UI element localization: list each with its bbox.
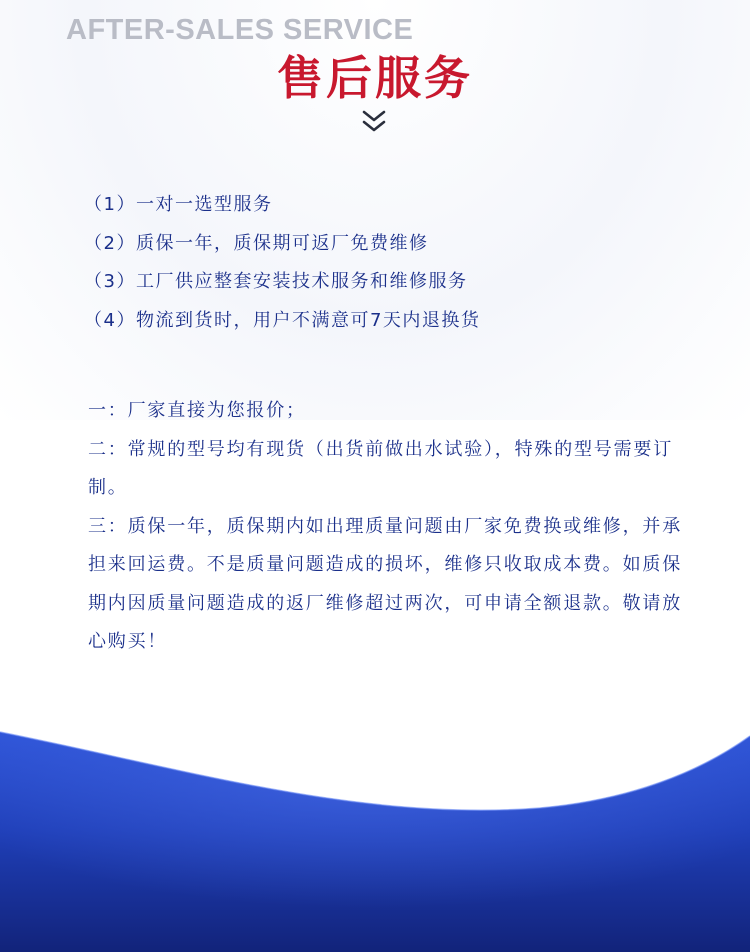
english-title: AFTER-SALES SERVICE [66, 14, 414, 46]
service-notes [88, 392, 688, 662]
service-item: （4）物流到货时，用户不满意可7天内退换货 [84, 309, 481, 331]
service-item: （2）质保一年，质保期可返厂免费维修 [84, 232, 429, 254]
note-paragraph: 一：厂家直接为您报价； [88, 400, 306, 421]
page-title: 售后服务 [277, 51, 473, 105]
double-chevron-down-icon [360, 108, 388, 136]
note-paragraph: 二：常规的型号均有现货（出货前做出水试验），特殊的型号需要订制。 [88, 438, 673, 498]
service-list [84, 190, 480, 344]
service-item: （1）一对一选型服务 [84, 194, 273, 215]
note-paragraph: 三：质保一年，质保期内如出理质量问题由厂家免费换或维修，并承担来回运费。不是质量问题造成的损坏，维修只收取成本费。如质保期内因质量问题造成的返厂维修超过两次，可申请全额退款。敬请放心购买！ [88, 515, 682, 652]
service-item: （3）工厂供应整套安装技术服务和维修服务 [84, 271, 468, 292]
blue-wave-footer [0, 690, 750, 952]
